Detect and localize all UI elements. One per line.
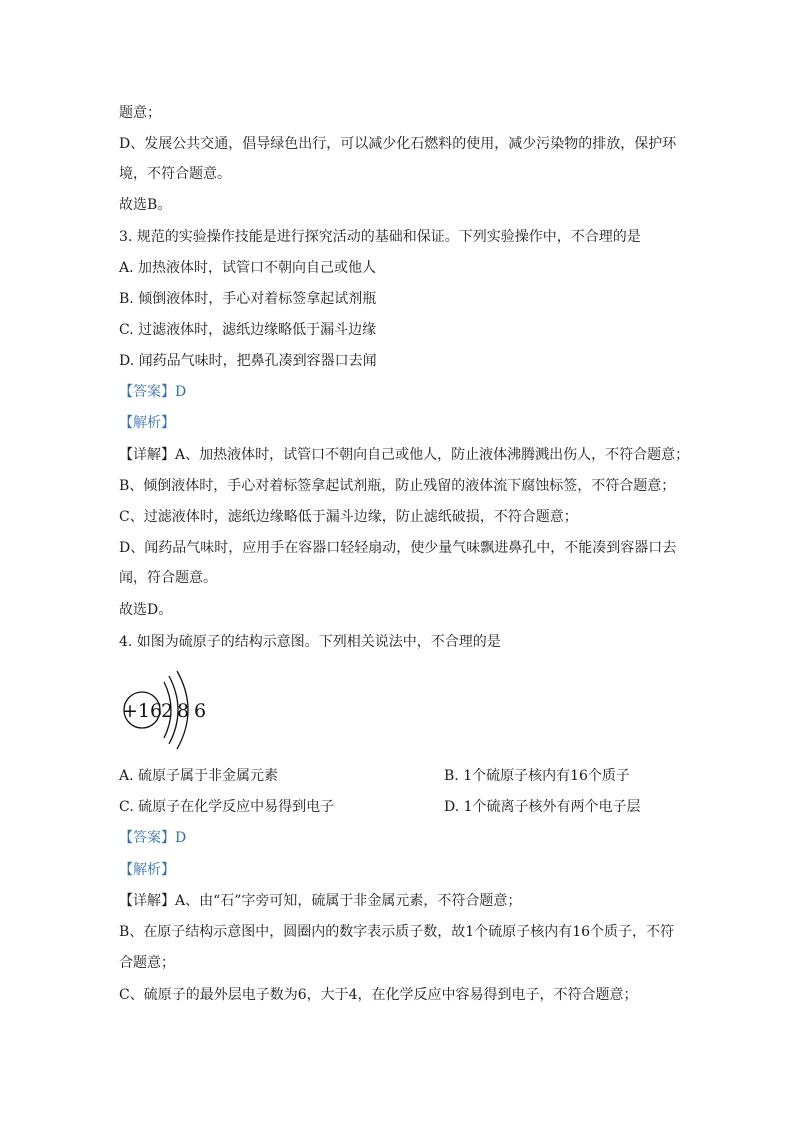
text-line: D、闻药品气味时，应用手在容器口轻轻扇动，使少量气味飘进鼻孔中，不能凑到容器口去 — [119, 540, 677, 556]
text-line: B、在原子结构示意图中，圆圈内的数字表示质子数，故1个硫原子核内有16个质子，不符 — [119, 924, 675, 940]
text-line: 境，不符合题意。 — [119, 166, 231, 182]
text-line: 【详解】A、加热液体时，试管口不朝向自己或他人，防止液体沸腾溅出伤人，不符合题意； — [119, 447, 690, 463]
analysis-label: 【解析】 — [119, 862, 175, 878]
question-4-stem: 4. 如图为硫原子的结构示意图。下列相关说法中，不合理的是 — [119, 634, 501, 650]
shell-electron-count: 8 — [176, 700, 190, 722]
question-3-stem: 3. 规范的实验操作技能是进行探究活动的基础和保证。下列实验操作中，不合理的是 — [119, 229, 641, 245]
question-3-option-c: C. 过滤液体时，滤纸边缘略低于漏斗边缘 — [119, 322, 377, 338]
text-line: 闻，符合题意。 — [119, 570, 217, 586]
text-line: 合题意； — [119, 955, 175, 971]
text-line: 题意； — [119, 105, 161, 121]
question-3-option-b: B. 倾倒液体时，手心对着标签拿起试剂瓶 — [119, 291, 377, 307]
nucleus-charge: +16 — [121, 700, 163, 722]
question-4-option-b: B. 1个硫原子核内有16个质子 — [444, 768, 630, 784]
answer-label: 【答案】D — [119, 830, 187, 846]
text-line: B、倾倒液体时，手心对着标签拿起试剂瓶，防止残留的液体流下腐蚀标签，不符合题意； — [119, 478, 676, 494]
sulfur-atom-structure-diagram — [120, 668, 220, 757]
shell-electron-count: 6 — [193, 700, 207, 722]
text-line: 故选B。 — [119, 197, 172, 213]
question-3-option-d: D. 闻药品气味时，把鼻孔凑到容器口去闻 — [119, 353, 377, 369]
question-4-option-d: D. 1个硫离子核外有两个电子层 — [444, 799, 641, 815]
text-line: C、硫原子的最外层电子数为6，大于4，在化学反应中容易得到电子，不符合题意； — [119, 987, 638, 1003]
question-3-option-a: A. 加热液体时，试管口不朝向自己或他人 — [119, 260, 377, 276]
text-line: 故选D。 — [119, 602, 173, 618]
answer-label: 【答案】D — [119, 384, 187, 400]
text-line: 【详解】A、由“石”字旁可知，硫属于非金属元素，不符合题意； — [119, 893, 522, 909]
shell-electron-count: 2 — [160, 700, 174, 722]
text-line: C、过滤液体时，滤纸边缘略低于漏斗边缘，防止滤纸破损，不符合题意； — [119, 509, 578, 525]
question-4-option-c: C. 硫原子在化学反应中易得到电子 — [119, 799, 335, 815]
analysis-label: 【解析】 — [119, 415, 175, 431]
question-4-option-a: A. 硫原子属于非金属元素 — [119, 768, 279, 784]
text-line: D、发展公共交通，倡导绿色出行，可以减少化石燃料的使用，减少污染物的排放，保护环 — [119, 136, 677, 152]
